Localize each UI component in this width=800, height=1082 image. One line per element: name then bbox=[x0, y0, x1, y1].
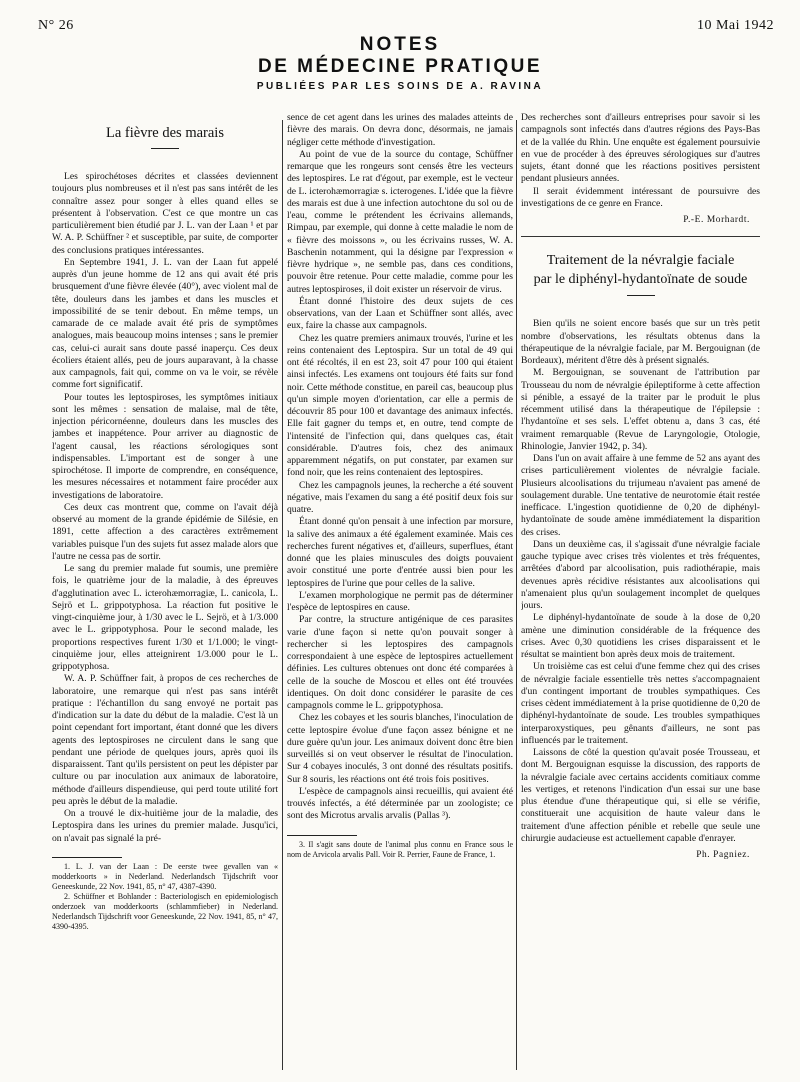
paragraph: W. A. P. Schüffner fait, à propos de ces recherches de laboratoire, une remarque qui n'est pas sans intérêt pratique : l'échantillon du sang envoyé ne portait pas d'indication sur la date du début de la maladie. C'est là un point cependant fort important, étant donné que les divers agents des leptospiroses ne circulent dans le sang que pendant une période de quelques jours, après quoi ils disparaissent. Tant qu'ils persistent on peut les dépister par culture ou par inoculation aux animaux de laboratoire, méthode d'ailleurs dispendieuse, qui perd toute utilité fort peu après le début de la maladie. bbox=[52, 673, 278, 807]
paragraph: Un troisième cas est celui d'une femme chez qui des crises de névralgie faciale essentielle très nettes s'accompagnaient d'un contingent important de troubles sympathiques. Ces crises cèdent immédiatement à la prise quotidienne de 0,20 de diphényl-hydantoïnate de soude. Les troubles sympathiques interparoxystiques, peu gênants d'ailleurs, ne sont pas influencés par le traitement. bbox=[521, 661, 760, 746]
paragraph: Par contre, la structure antigénique de ces parasites varie d'une façon si nette qu'on pouvait songer à rechercher si les leptospires des campagnols correspondaient à une espèce de leptospires actuellement définies. Les cultures obtenues ont donc été comparées à celle de la souche de Moscou et elles ont été trouvées identiques. On doit donc considérer le parasite de ces campagnols comme le L. grippotyphosa. bbox=[287, 614, 513, 711]
paragraph: On a trouvé le dix-huitième jour de la maladie, des Leptospira dans les urines du premier malade. Jusqu'ici, on n'avait pas signalé la pré- bbox=[52, 808, 278, 844]
column-divider bbox=[516, 120, 517, 1070]
masthead bbox=[0, 34, 800, 92]
column-divider bbox=[282, 120, 283, 1070]
article-title-line1: Traitement de la névralgie faciale bbox=[546, 253, 735, 269]
paragraph: Au point de vue de la source du contage, Schüffner remarque que les rongeurs sont censés être les vecteurs des leptospires. Le rat d'égout, par exemple, est le vecteur de L. icterohæmorragiæ s. icterogenes. L'idée que la fièvre des marais est due à une infection autochtone du sol ou de l'eau, comme le prétendent les écrivains allemands, Rimpau, par exemple, qui donne à cette maladie le nom de « fièvre des moissons », ou les écrivains russes, W. A. Baschenin notamment, qui la désigne par l'expression « fièvre hydrique », ne semble pas, dans ces conditions, pouvoir être retenue. Pour cette maladie, comme pour les autres leptospiroses, il doit exister un réservoir de virus. bbox=[287, 148, 513, 295]
paragraph: Pour toutes les leptospiroses, les symptômes initiaux sont les mêmes : sensation de malaise, mal de tête, injection péricornéenne, douleurs dans les muscles des jambes et inappétence. Pour arriver au diagnostic de l'agent causal, les réactions sérologiques sont indispensables. L'important est de songer à une spirochétose. Il importe de comprendre, en conséquence, les mesures nécessaires et notamment faire procéder aux investigations de laboratoire. bbox=[52, 391, 278, 501]
paragraph: L'espèce de campagnols ainsi recueillis, qui avaient été trouvés infectés, a été déterminée par un zoologiste; ce sont des Microtus arvalis arvalis (Pallas ³). bbox=[287, 785, 513, 822]
paragraph: Dans un deuxième cas, il s'agissait d'une névralgie faciale gauche typique avec crises très violentes et très fréquentes, arrêtées d'abord par alcoolisation, puis radiothérapie, mais devenues après récidive résistantes aux alcoolisations qui n'amenaient plus qu'un soulagement incomplet de quelques jours. bbox=[521, 538, 760, 611]
issue-number: N° 26 bbox=[38, 18, 74, 33]
paragraph: Chez les cobayes et les souris blanches, l'inoculation de cette leptospire évolue d'une façon assez bénigne et ne dure guère qu'un jour. Les animaux doivent donc être bien surveillés si on veut observer le résultat de l'inoculation. Sur 4 cobayes inoculés, 3 ont donné des résultats positifs. Sur 8 souris, les réactions ont été trois fois positives. bbox=[287, 712, 513, 785]
paragraph: Chez les campagnols jeunes, la recherche a été souvent négative, mais l'examen du sang a été positif deux fois sur quatre. bbox=[287, 479, 513, 515]
footnote: 1. L. J. van der Laan : De eerste twee gevallen van « modderkoorts » in Nederland. Nederlandsch Tijdschrift voor Geneeskunde, 22 Nov. 1941, 85, n° 47, 4387-4390. bbox=[52, 861, 278, 891]
paragraph: M. Bergouignan, se souvenant de l'attribution par Trousseau du nom de névralgie épileptiforme à cette affection si pénible, a essayé de la traiter par le produit le plus récemment utilisé dans la thérapeutique de l'épilepsie : l'hydantoïne et ses sels. L'effet obtenu a, dans 3 cas, été vraiment remarquable (Revue de Laryngologie, Otologie, Rhinologie, Janvier 1942, p. 34). bbox=[521, 367, 760, 452]
journal-subtitle: PUBLIÉES PAR LES SOINS DE A. RAVINA bbox=[256, 81, 544, 92]
column-2 bbox=[287, 112, 513, 1062]
paragraph: Il serait évidemment intéressant de poursuivre des investigations de ce genre en France. bbox=[521, 185, 760, 209]
paragraph: L'examen morphologique ne permit pas de déterminer l'espèce de leptospires en cause. bbox=[287, 589, 513, 613]
journal-title-line1: NOTES bbox=[359, 34, 441, 55]
paragraph: En Septembre 1941, J. L. van der Laan fut appelé auprès d'un jeune homme de 12 ans qui avait été pris brusquement d'une fièvre élevée (40°), avec violent mal de tête, douleurs dans les jambes et dans les muscles et impossibilité de se tenir debout. En même temps, un camarade de ce malade avait été pris de symptômes analogues, mais beaucoup moins intenses ; sans le premier cas, celui-ci aurait sans doute passé inaperçu. Ces deux écoliers étaient allés, peu de jours auparavant, à la chasse aux campagnols, fait qui, comme on va le voir, se révèle comme fort significatif. bbox=[52, 256, 278, 391]
paragraph: Les spirochétoses décrites et classées deviennent toujours plus nombreuses et il n'est pas sans intérêt de les connaître assez pour songer à elles quand elles se présentent à l'observation. C'est ce que montre un cas particulièrement bien étudié par J. L. van der Laan ¹ et par W. A. P. Schüffner ² et susceptible, par suite, de comporter des conclusions pratiques intéressantes. bbox=[52, 171, 278, 256]
paragraph: Le sang du premier malade fut soumis, une première fois, le quatrième jour de la maladie, à des épreuves d'agglutination avec L. icterohæmorragiæ, L. canicola, L. Sejrö et L. grippotyphosa. La réaction fut positive le vingt-cinquième jour, à 1/30 avec le L. Sejrö, et à 1/3.000 avec le L. grippotyphosa. Pour le second malade, les proportions respectives furent 1/30 et 1/1.000; le vingt-cinquième jour, elles atteignirent 1/3.000 pour le L. grippotyphosa. bbox=[52, 563, 278, 672]
column-3 bbox=[521, 112, 760, 1062]
paragraph: Dans l'un on avait affaire à une femme de 52 ans ayant des crises particulièrement violentes de névralgie faciale. Plusieurs alcoolisations du trijumeau n'avaient pas amené de soulagement durable. Une tentative de neurotomie était restée inefficace. L'ingestion quotidienne de 0,20 de diphényl-hydantoïnate de soude amène immédiatement la disparition des crises. bbox=[521, 453, 760, 538]
paragraph: Étant donné l'histoire des deux sujets de ces observations, van der Laan et Schüffner sont allés, avec eux, faire la chasse aux campagnols. bbox=[287, 295, 513, 332]
article-title: La fièvre des marais bbox=[106, 125, 224, 141]
column-1 bbox=[52, 112, 278, 1062]
paragraph: Laissons de côté la question qu'avait posée Trousseau, et dont M. Bergouignan esquisse la discussion, des rapports de la névralgie faciale avec certains accidents comitiaux comme les vertiges, et retenons l'indication d'un essai sur une base plus étendue d'une thérapeutique qui, si elle se vérifie, constituerait une acquisition de haute valeur dans le traitement d'une affection pénible et rebelle que seule une chirurgie audacieuse est actuellement capable d'enrayer. bbox=[521, 747, 760, 844]
paragraph: Ces deux cas montrent que, comme on l'avait déjà observé au moment de la grande épidémie de Silésie, en 1891, cette affection a des caractères extrêmement variables puisque l'un des sujets fut assez malade alors que l'autre ne cessa pas de sortir. bbox=[52, 501, 278, 562]
footnote: 2. Schüffner et Bohlander : Bacteriologisch en epidemiologisch onderzoek van modderkoorts (schlammfieber) in Nederland. Nederlandsch Tijdschrift voor Geneeskunde, 22 Nov. 1941, 85, n° 47, 4390-4395. bbox=[52, 891, 278, 931]
issue-date: 10 Mai 1942 bbox=[696, 18, 774, 33]
running-header bbox=[38, 18, 774, 34]
article-title-line2: par le diphényl-hydantoïnate de soude bbox=[533, 272, 748, 288]
paragraph: sence de cet agent dans les urines des malades atteints de fièvre des marais. On devra donc, désormais, ne jamais négliger cette méthode d'investigation. bbox=[287, 112, 513, 148]
article-title bbox=[521, 251, 760, 289]
article-separator bbox=[521, 236, 760, 237]
author-signature: Ph. Pagniez. bbox=[696, 850, 750, 860]
title-rule bbox=[151, 148, 179, 149]
paragraph: Le diphényl-hydantoïnate de soude à la dose de 0,20 amène une diminution considérable de la fréquence des crises. Avec 0,30 quotidiens les crises disparaissent et le résultat se maintient bon après deux mois de traitement. bbox=[521, 612, 760, 660]
footnote-rule bbox=[287, 835, 357, 836]
footnote: 3. Il s'agit sans doute de l'animal plus connu en France sous le nom de Arvicola arvalis Pall. Voir R. Perrier, Faune de France, 1. bbox=[287, 839, 513, 859]
paragraph: Des recherches sont d'ailleurs entreprises pour savoir si les campagnols sont infectés dans d'autres régions des Pays-Bas et de la vallée du Rhin. Une enquête est également poursuivie en vue de procéder à des épreuves sérologiques sur d'autres sujets, étant donné que les réactions positives persistent pendant plusieurs années. bbox=[521, 112, 760, 185]
footnote-rule bbox=[52, 857, 122, 858]
paragraph: Chez les quatre premiers animaux trouvés, l'urine et les reins contenaient des Leptospira. Sur un total de 49 qui ont été récoltés, il en est 23, soit 47 pour 100 qui étaient ainsi infectés. Les examens ont toujours été faits sur fond noir. Cette méthode constitue, en pareil cas, beaucoup plus qu'un simple moyen d'orientation, car elle a permis de découvrir 85 pour 100 et davantage des animaux infectés. Elle fait gagner du temps et, en outre, tend compte de l'intensité de l'infection qui, dans quelques cas, était considérable. D'autres fois, chez des animaux apparemment négatifs, on put constater, par examen sur fond noir, que les reins contenaient des leptospires. bbox=[287, 332, 513, 479]
author-signature: P.-E. Morhardt. bbox=[683, 215, 750, 225]
title-rule bbox=[627, 295, 655, 296]
paragraph: Étant donné qu'on pensait à une infection par morsure, la salive des animaux a été également examinée. Mais ces recherches furent négatives et, d'ailleurs, superflues, étant donné que les plaies minuscules des doigts pouvaient avoir constitué une porte d'entrée aussi bien pour les leptospires de l'urine que pour celles de la salive. bbox=[287, 516, 513, 589]
paragraph: Bien qu'ils ne soient encore basés que sur un très petit nombre d'observations, les résultats obtenus dans la thérapeutique de la névralgie faciale, par M. Bergouignan (de Bordeaux), méritent d'être dès à présent signalés. bbox=[521, 318, 760, 366]
journal-title-line2: DE MÉDECINE PRATIQUE bbox=[257, 56, 542, 77]
columns bbox=[52, 112, 770, 1062]
